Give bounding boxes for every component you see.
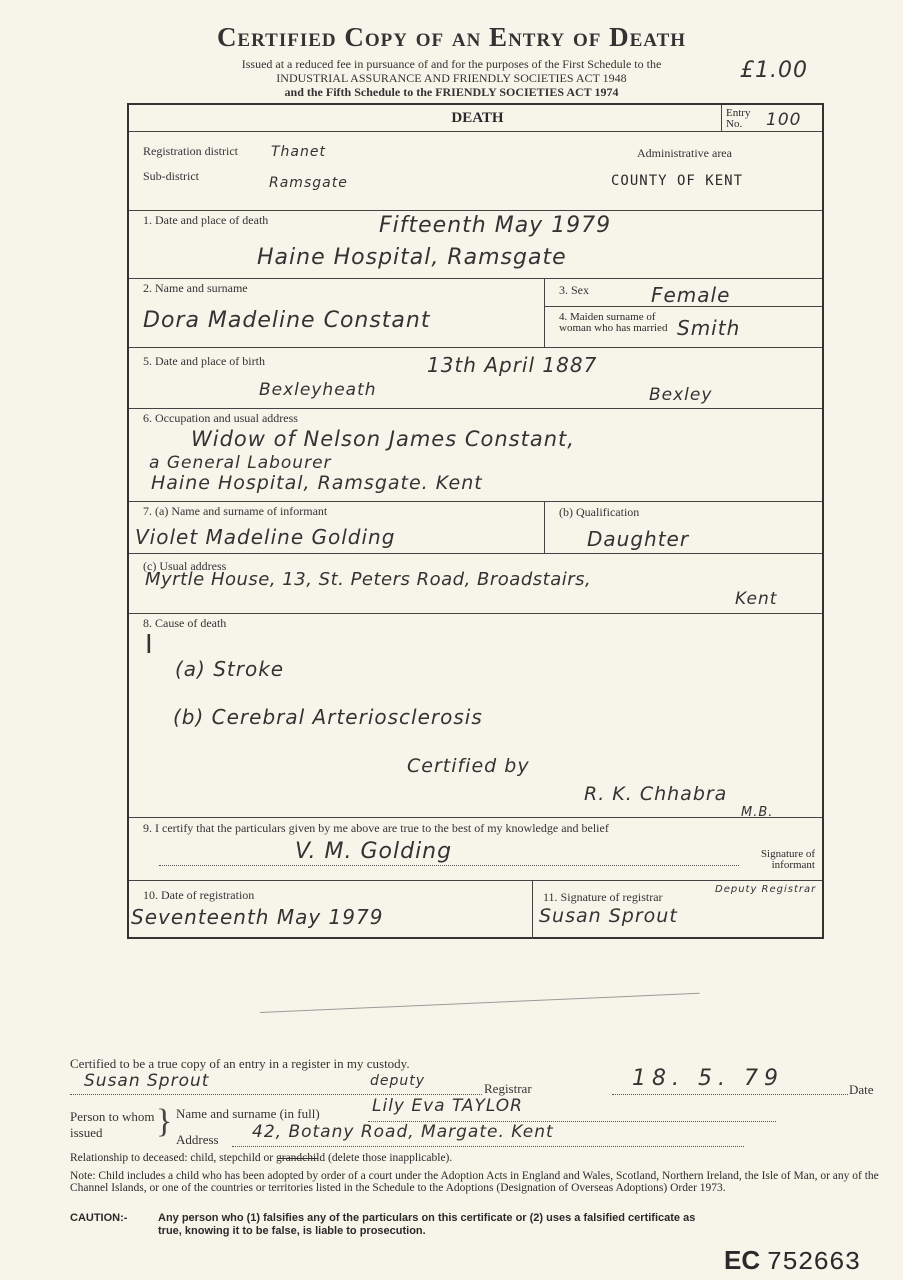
field-11-value: Susan Sprout — [539, 905, 678, 927]
registrar-signature: Susan Sprout — [84, 1071, 210, 1091]
address-value: 42, Botany Road, Margate. Kent — [252, 1122, 554, 1142]
field-4-value: Smith — [677, 316, 741, 340]
field-7c-label: (c) Usual address — [143, 559, 227, 573]
admin-area-value: COUNTY OF KENT — [611, 173, 744, 189]
registration-district-label: Registration district — [143, 144, 238, 158]
field-8-cause-a: (a) Stroke — [175, 657, 285, 681]
serial-prefix: EC — [724, 1245, 761, 1275]
entry-no-value: 100 — [766, 110, 802, 130]
registrar-deputy: deputy — [370, 1073, 426, 1089]
field-6-line-2: a General Labourer — [149, 453, 332, 473]
field-6-line-1: Widow of Nelson James Constant, — [191, 427, 575, 451]
brace-icon: } — [156, 1103, 173, 1140]
field-8-doctor: R. K. Chhabra — [584, 783, 728, 805]
field-3-value: Female — [651, 283, 731, 307]
field-1-date: Fifteenth May 1979 — [379, 213, 612, 238]
date-label: Date — [849, 1082, 874, 1097]
name-value: Lily Eva TAYLOR — [372, 1096, 523, 1116]
field-8-doctor-qualification: M.B. — [741, 805, 774, 820]
form-heading: DEATH — [451, 110, 504, 126]
note-text: Note: Child includes a child who has been adopted by order of a court under the Adoption Acts in England and Wales, Scotland, Northern Ireland, the Isle of Man, or any of the Channel Islands, or one of the countries or territories listed in the Schedule to the Adoptions (Designation of Overseas Adoptions) Order 1973. — [70, 1170, 879, 1194]
field-11-note: Deputy Registrar — [715, 884, 817, 895]
address-dotted-line — [232, 1146, 744, 1147]
field-8-certified-by: Certified by — [407, 755, 530, 777]
registration-district-value: Thanet — [271, 144, 326, 160]
field-5-label: 5. Date and place of birth — [143, 354, 265, 368]
field-11-label: 11. Signature of registrar — [543, 890, 663, 904]
header-line-1: Issued at a reduced fee in pursuance of and for the purposes of the First Schedule to the — [241, 57, 662, 71]
field-7a-label: 7. (a) Name and surname of informant — [143, 504, 328, 518]
person-issued-label: Person to whom issued — [70, 1109, 155, 1140]
field-9-label: 9. I certify that the particulars given by me above are true to the best of my knowledge and belief — [143, 821, 609, 835]
field-1-place: Haine Hospital, Ramsgate — [257, 245, 567, 270]
document-title: Certified Copy of an Entry of Death — [216, 22, 687, 52]
serial-number: 752663 — [766, 1247, 861, 1277]
field-9-signature: V. M. Golding — [295, 839, 453, 864]
field-8-part-roman: I — [145, 630, 154, 660]
field-5-date: 13th April 1887 — [427, 353, 598, 377]
name-label: Name and surname (in full) — [176, 1106, 320, 1121]
death-entry-form — [127, 103, 824, 939]
date-dotted-line — [612, 1094, 848, 1095]
entry-no-label: Entry No. — [726, 107, 751, 130]
certificate-serial — [724, 1245, 860, 1277]
strikethrough-line — [278, 1158, 318, 1159]
field-3-label: 3. Sex — [559, 283, 589, 297]
sub-district-label: Sub-district — [143, 169, 199, 183]
relationship-text: Relationship to deceased: child, stepchild or grandchild (delete those inapplicable). — [70, 1152, 453, 1164]
field-8-label: 8. Cause of death — [143, 616, 227, 630]
caution-text: Any person who (1) falsifies any of the particulars on this certificate or (2) uses a falsified certificate as true, knowing it to be false, is liable to prosecution. — [158, 1212, 696, 1237]
header-line-3: and the Fifth Schedule to the FRIENDLY SOCIETIES ACT 1974 — [284, 85, 619, 99]
header-line-2: INDUSTRIAL ASSURANCE AND FRIENDLY SOCIETIES ACT 1948 — [276, 71, 627, 85]
field-7c-line-2: Kent — [735, 589, 778, 609]
field-6-line-3: Haine Hospital, Ramsgate. Kent — [151, 472, 483, 494]
caution-label: CAUTION:- — [70, 1212, 128, 1224]
field-5-place-a: Bexleyheath — [259, 380, 377, 400]
field-2-value: Dora Madeline Constant — [143, 308, 431, 333]
field-2-label: 2. Name and surname — [143, 281, 248, 295]
date-value: 18. 5. 79 — [632, 1066, 784, 1091]
field-1-label: 1. Date and place of death — [143, 213, 269, 227]
address-label: Address — [176, 1132, 219, 1147]
registrar-label: Registrar — [484, 1081, 532, 1096]
field-9-signature-label: Signature of informant — [760, 848, 815, 871]
field-8-cause-b: (b) Cerebral Arteriosclerosis — [173, 705, 483, 729]
certified-copy-statement: Certified to be a true copy of an entry in a register in my custody. — [70, 1056, 410, 1071]
field-7a-value: Violet Madeline Golding — [135, 525, 396, 549]
field-6-label: 6. Occupation and usual address — [143, 411, 298, 425]
stray-pen-line — [260, 993, 700, 1013]
fee-value: £1.00 — [740, 58, 808, 83]
field-4-label: 4. Maiden surname of woman who has married — [559, 311, 668, 334]
admin-area-label: Administrative area — [637, 146, 732, 160]
field-5-place-b: Bexley — [649, 385, 713, 405]
sub-district-value: Ramsgate — [269, 175, 348, 191]
field-9-dotted-line — [159, 865, 739, 866]
field-10-value: Seventeenth May 1979 — [131, 905, 384, 929]
field-7b-value: Daughter — [587, 527, 690, 551]
registrar-dotted-line — [70, 1094, 482, 1095]
field-7c-line-1: Myrtle House, 13, St. Peters Road, Broadstairs, — [145, 569, 592, 590]
field-10-label: 10. Date of registration — [143, 888, 255, 902]
field-7b-label: (b) Qualification — [559, 505, 640, 519]
